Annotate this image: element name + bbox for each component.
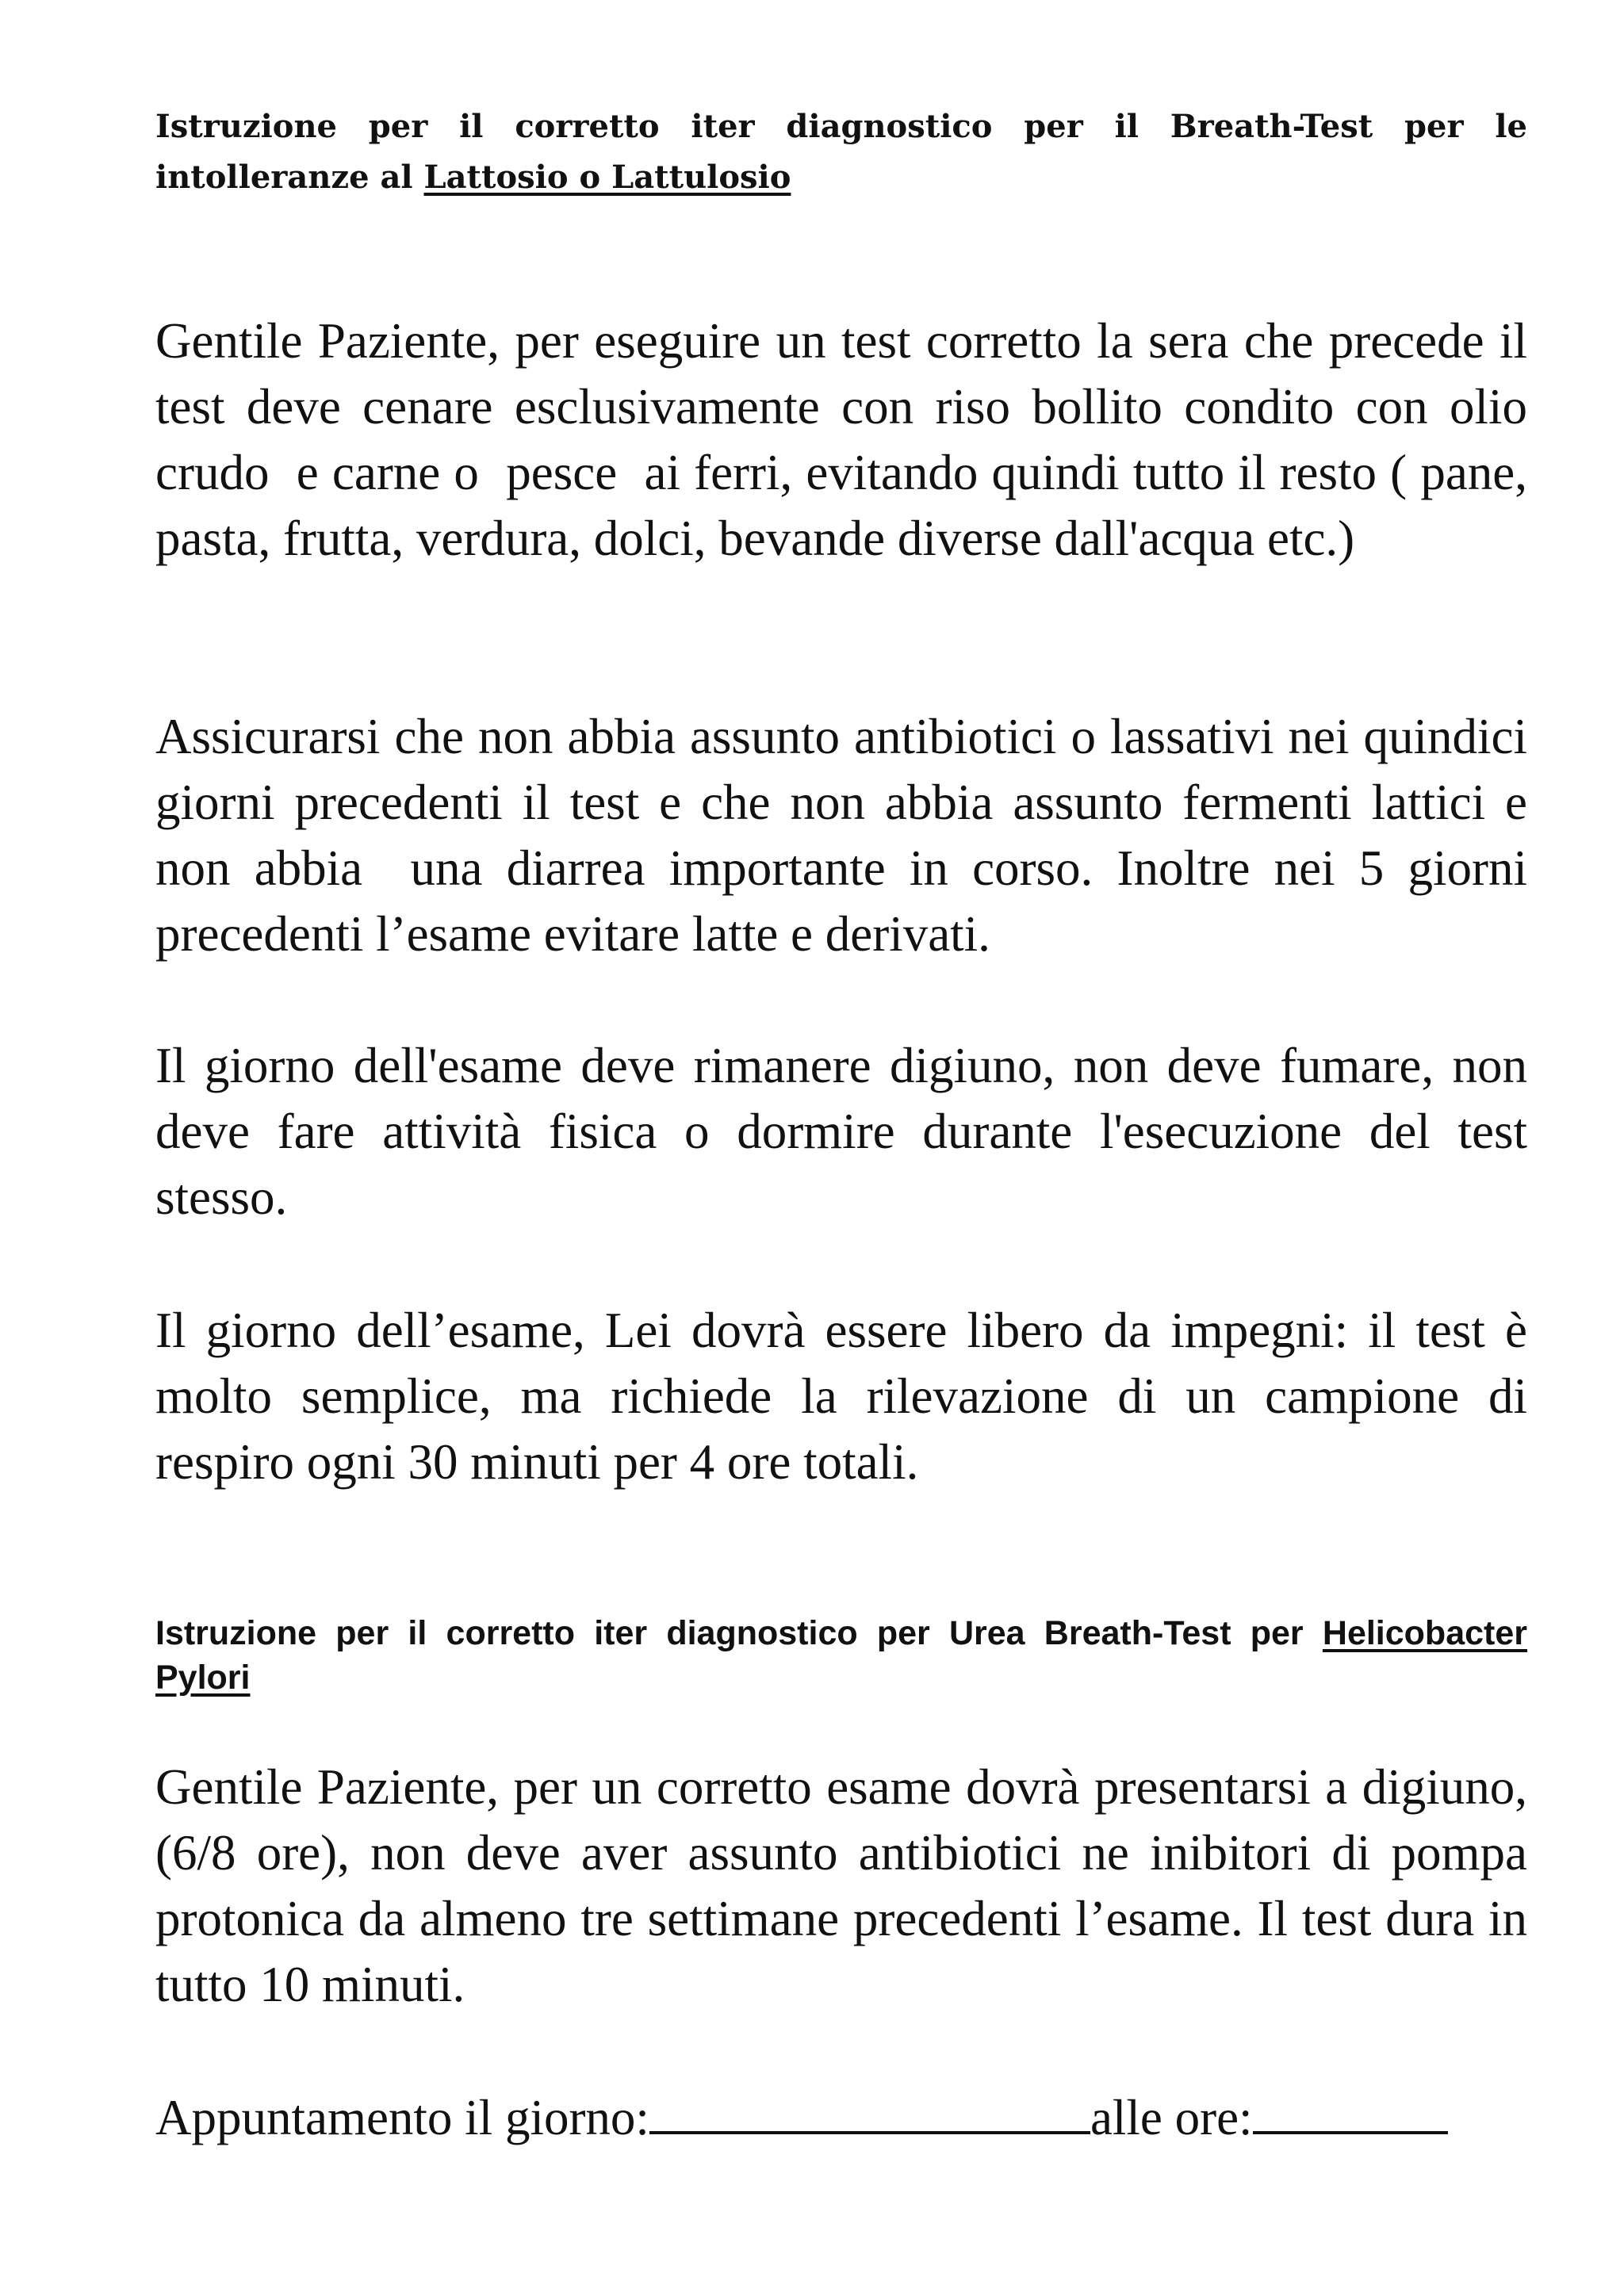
lactose-test-heading-underlined: Lattosio o Lattulosio bbox=[423, 159, 791, 196]
exam-day-rules-paragraph: Il giorno dell'esame deve rimanere digiuno, non deve fumare, non deve fare attività fisica o dormire durante l'esecuzione del test stesso. bbox=[155, 1038, 1540, 1225]
lactose-test-heading bbox=[155, 101, 1527, 203]
urea-test-heading-text: Istruzione per il corretto iter diagnostico per Urea Breath-Test per bbox=[155, 1614, 1323, 1652]
medication-instructions-paragraph: Assicurarsi che non abbia assunto antibiotici o lassativi nei quindici giorni precedenti il test e che non abbia assunto fermenti lattici e non abbia una diarrea importante in corso. Inoltre nei 5 giorni precedenti l’esame evitare latte e derivati. bbox=[155, 709, 1540, 962]
exam-duration-paragraph: Il giorno dell’esame, Lei dovrà essere libero da impegni: il test è molto semplice, ma richiede la rilevazione di un campione di respiro ogni 30 minuti per 4 ore totali. bbox=[155, 1303, 1540, 1490]
appointment-line bbox=[155, 2084, 1527, 2151]
urea-test-heading-underlined: Helicobacter Pylori bbox=[155, 1614, 1527, 1697]
appointment-day-blank bbox=[649, 2084, 1090, 2134]
lactose-test-heading-text: Istruzione per il corretto iter diagnostico per il Breath-Test per le intolleranze al bbox=[155, 108, 1527, 196]
diet-instructions-paragraph: Gentile Paziente, per eseguire un test corretto la sera che precede il test deve cenare esclusivamente con riso bollito condito con olio crudo e carne o pesce ai ferri, evitando quindi tutto il resto ( pane, pasta, frutta, verdura, dolci, bevande diverse dall'acqua etc.) bbox=[155, 313, 1540, 566]
appointment-day-label: Appuntamento il giorno: bbox=[155, 2090, 649, 2145]
urea-test-heading bbox=[155, 1611, 1527, 1700]
urea-test-paragraph: Gentile Paziente, per un corretto esame dovrà presentarsi a digiuno, (6/8 ore), non deve aver assunto antibiotici ne inibitori di pompa protonica da almeno tre settimane precedenti l’esame. Il test dura in tutto 10 minuti. bbox=[155, 1759, 1540, 2012]
appointment-time-blank bbox=[1253, 2084, 1448, 2134]
appointment-time-label: alle ore: bbox=[1090, 2090, 1253, 2145]
